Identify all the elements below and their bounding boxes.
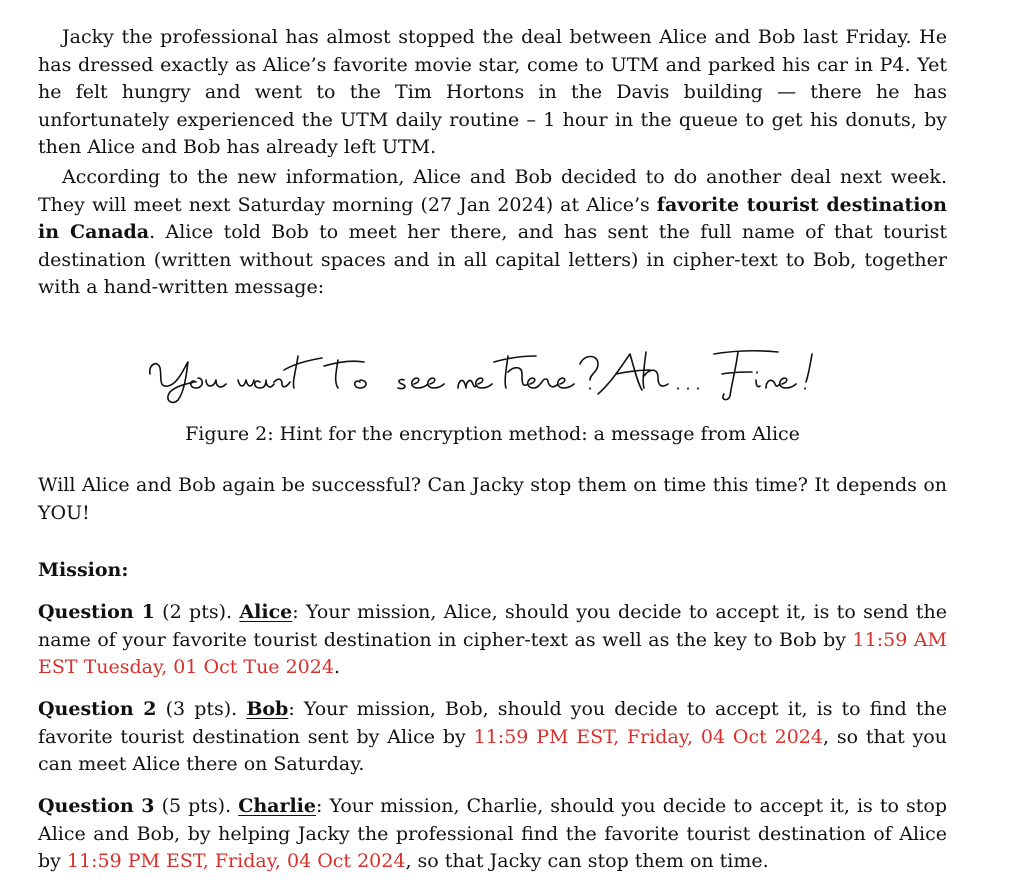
question-2 <box>38 696 947 779</box>
question-1-label: Question 1 <box>38 601 155 623</box>
para2-post: . Alice told Bob to meet her there, and has sent the full name of that tourist destination (written without spaces and in all capital letters) in cipher-text to Bob, together with a hand-written message: <box>38 221 947 299</box>
question-2-label: Question 2 <box>38 698 157 720</box>
destination-emphasis: favorite tourist destination in Canada <box>38 193 947 244</box>
question-3-role: Charlie <box>238 795 316 817</box>
story-paragraph-1: Jacky the professional has almost stopped the deal between Alice and Bob last Friday. He has dressed exactly as Alice’s favorite movie star, come to UTM and parked his car in P4. Yet he felt hungry and went to the Tim Hortons in the Davis building — there he has unfortunately experienced the UTM daily routine – 1 hour in the queue to get his donuts, by then Alice and Bob has already left UTM. <box>38 26 947 159</box>
handwritten-message-image <box>38 342 947 404</box>
story-paragraph-2 <box>38 164 947 302</box>
mission-heading-text: Mission: <box>38 559 129 581</box>
question-1-deadline: 11:59 AM EST Tuesday, 01 Oct Tue 2024 <box>38 628 947 679</box>
question-3-label: Question 3 <box>38 795 155 817</box>
question-2-points: (3 pts). <box>165 698 238 720</box>
question-2-role: Bob <box>246 698 289 720</box>
story-paragraph-3: Will Alice and Bob again be successful? Can Jacky stop them on time this time? It depends on YOU! <box>38 474 947 524</box>
question-2-tail: , so that you can meet Alice there on Saturday. <box>38 725 947 776</box>
question-1-role: Alice <box>239 601 293 623</box>
figure-caption: Figure 2: Hint for the encryption method: a message from Alice <box>185 423 800 445</box>
mission-heading <box>38 557 947 585</box>
question-3-deadline: 11:59 PM EST, Friday, 04 Oct 2024 <box>66 850 406 873</box>
question-3 <box>38 793 947 876</box>
question-3-points: (5 pts). <box>161 795 232 817</box>
question-2-text: : Your mission, Bob, should you decide to accept it, is to find the favorite tourist destination sent by Alice by <box>38 698 947 748</box>
question-1 <box>38 599 947 682</box>
question-3-tail: , so that Jacky can stop them on time. <box>405 850 769 873</box>
question-1-points: (2 pts). <box>162 601 233 623</box>
question-1-tail: . <box>333 656 340 679</box>
question-1-text: : Your mission, Alice, should you decide to accept it, is to send the name of your favorite tourist destination in cipher-text as well as the key to Bob by <box>38 601 948 651</box>
para2-pre: According to the new information, Alice and Bob decided to do another deal next week. They will meet next Saturday morning (27 Jan 2024) at Alice’s <box>38 166 947 216</box>
question-2-deadline: 11:59 PM EST, Friday, 04 Oct 2024 <box>473 725 823 748</box>
handwritten-signature-graphic <box>38 342 947 404</box>
question-3-text: : Your mission, Charlie, should you decide to accept it, is to stop Alice and Bob, by helping Jacky the professional find the favorite tourist destination of Alice by <box>38 795 947 873</box>
